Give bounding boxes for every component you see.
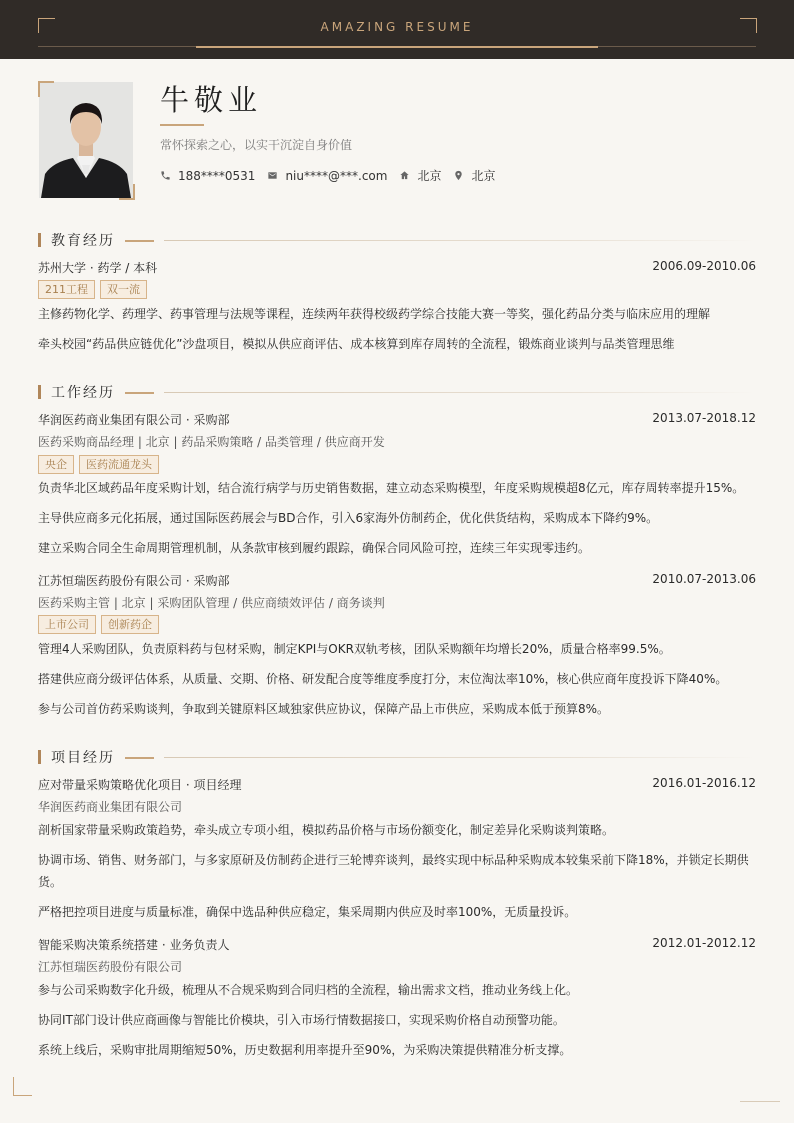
education-date: 2006.09-2010.06: [652, 259, 756, 273]
project-title: 智能采购决策系统搭建 · 业务负责人: [38, 938, 230, 952]
job-detail: 主导供应商多元化拓展，通过国际医药展会与BD合作，引入6家海外仿制药企，优化供货结构，采购成本下降约9%。: [38, 511, 659, 525]
profile-motto: 常怀探索之心，以实干沉淀自身价值: [160, 138, 353, 152]
tag: 创新药企: [101, 615, 159, 634]
section-title: 教育经历: [51, 233, 115, 249]
project-date: 2012.01-2012.12: [652, 936, 756, 950]
tag: 医药流通龙头: [79, 455, 159, 474]
section-title: 项目经历: [51, 750, 115, 766]
section-accent-line: [125, 240, 154, 242]
location-pin-icon: [453, 170, 464, 181]
section-divider: [164, 240, 756, 241]
section-marker: [38, 233, 41, 247]
contact-home: [399, 167, 441, 184]
contact-phone: [160, 169, 255, 183]
tag: 211工程: [38, 280, 95, 299]
job-detail: 搭建供应商分级评估体系，从质量、交期、价格、研发配合度等维度季度打分，末位淘汰率10%，核心供应商年度投诉下降40%。: [38, 672, 728, 686]
section-header-education: [38, 232, 756, 248]
contact-info: [160, 167, 507, 184]
avatar: [38, 81, 134, 199]
profile-photo: [39, 82, 133, 198]
phone-number: 188****0531: [178, 168, 256, 183]
section-accent-line: [125, 392, 154, 394]
corner-ornament: [740, 1101, 780, 1102]
job-detail: 管理4人采购团队，负责原料药与包材采购，制定KPI与OKR双轨考核，团队采购额年均增长20%，质量合格率99.5%。: [38, 642, 671, 656]
project-company: 华润医药商业集团有限公司: [38, 800, 183, 814]
job-date: 2013.07-2018.12: [652, 411, 756, 425]
job-detail: 负责华北区域药品年度采购计划，结合流行病学与历史销售数据，建立动态采购模型，年度采购规模超8亿元，库存周转率提升15%。: [38, 481, 745, 495]
project-detail: 参与公司采购数字化升级，梳理从不合规采购到合同归档的全流程，输出需求文档，推动业务线上化。: [38, 983, 579, 997]
contact-location: [453, 167, 495, 184]
divider-accent: [196, 46, 598, 48]
tag: 央企: [38, 455, 74, 474]
mail-icon: [267, 170, 278, 181]
header-title: AMAZING RESUME: [320, 20, 474, 34]
section-header-projects: [38, 749, 756, 765]
name-underline: [160, 124, 204, 126]
location-city: 北京: [471, 169, 496, 183]
header-bar: [0, 0, 794, 59]
section-accent-line: [125, 757, 154, 759]
section-title: 工作经历: [51, 385, 115, 401]
job-tags: [38, 615, 164, 634]
job-tags: [38, 455, 164, 474]
project-date: 2016.01-2016.12: [652, 776, 756, 790]
home-icon: [399, 170, 410, 181]
photo-corner-ornament: [119, 184, 135, 200]
phone-icon: [160, 170, 171, 181]
project-detail: 剖析国家带量采购政策趋势，牵头成立专项小组，模拟药品价格与市场份额变化，制定差异化采购谈判策略。: [38, 823, 615, 837]
education-school: 苏州大学 · 药学 / 本科: [38, 261, 158, 275]
job-detail: 建立采购合同全生命周期管理机制，从条款审核到履约跟踪，确保合同风险可控，连续三年实现零违约。: [38, 541, 591, 555]
job-subtitle: 医药采购商品经理 | 北京 | 药品采购策略 / 品类管理 / 供应商开发: [38, 435, 385, 449]
email-address: niu****@***.com: [285, 168, 388, 183]
contact-email: [267, 169, 387, 183]
job-title: 华润医药商业集团有限公司 · 采购部: [38, 413, 230, 427]
job-title: 江苏恒瑞医药股份有限公司 · 采购部: [38, 574, 230, 588]
section-marker: [38, 750, 41, 764]
project-detail: 系统上线后，采购审批周期缩短50%，历史数据利用率提升至90%，为采购决策提供精准分析支撑。: [38, 1043, 572, 1057]
tag: 双一流: [100, 280, 147, 299]
photo-corner-ornament: [38, 81, 54, 97]
tag: 上市公司: [38, 615, 96, 634]
section-divider: [164, 757, 756, 758]
home-city: 北京: [417, 169, 442, 183]
job-date: 2010.07-2013.06: [652, 572, 756, 586]
section-marker: [38, 385, 41, 399]
section-divider: [164, 392, 756, 393]
education-tags: [38, 280, 152, 299]
education-detail: 牵头校园“药品供应链优化”沙盘项目，模拟从供应商评估、成本核算到库存周转的全流程，锻炼商业谈判与品类管理思维: [38, 337, 675, 351]
corner-ornament: [13, 1077, 32, 1096]
section-header-work: [38, 384, 756, 400]
profile-name: 牛敬业: [160, 83, 263, 117]
job-detail: 参与公司首仿药采购谈判，争取到关键原料区域独家供应协议，保障产品上市供应，采购成本低于预算8%。: [38, 702, 610, 716]
education-detail: 主修药物化学、药理学、药事管理与法规等课程，连续两年获得校级药学综合技能大赛一等奖，强化药品分类与临床应用的理解: [38, 307, 711, 321]
project-detail: 严格把控项目进度与质量标准，确保中选品种供应稳定，集采周期内供应及时率100%，无质量投诉。: [38, 905, 577, 919]
project-detail: 协调市场、销售、财务部门，与多家原研及仿制药企进行三轮博弈谈判，最终实现中标品种采购成本较集采前下降18%，并锁定长期供货。: [38, 853, 749, 889]
job-subtitle: 医药采购主管 | 北京 | 采购团队管理 / 供应商绩效评估 / 商务谈判: [38, 596, 385, 610]
project-detail: 协同IT部门设计供应商画像与智能比价模块，引入市场行情数据接口，实现采购价格自动预警功能。: [38, 1013, 565, 1027]
project-company: 江苏恒瑞医药股份有限公司: [38, 960, 183, 974]
project-title: 应对带量采购策略优化项目 · 项目经理: [38, 778, 242, 792]
